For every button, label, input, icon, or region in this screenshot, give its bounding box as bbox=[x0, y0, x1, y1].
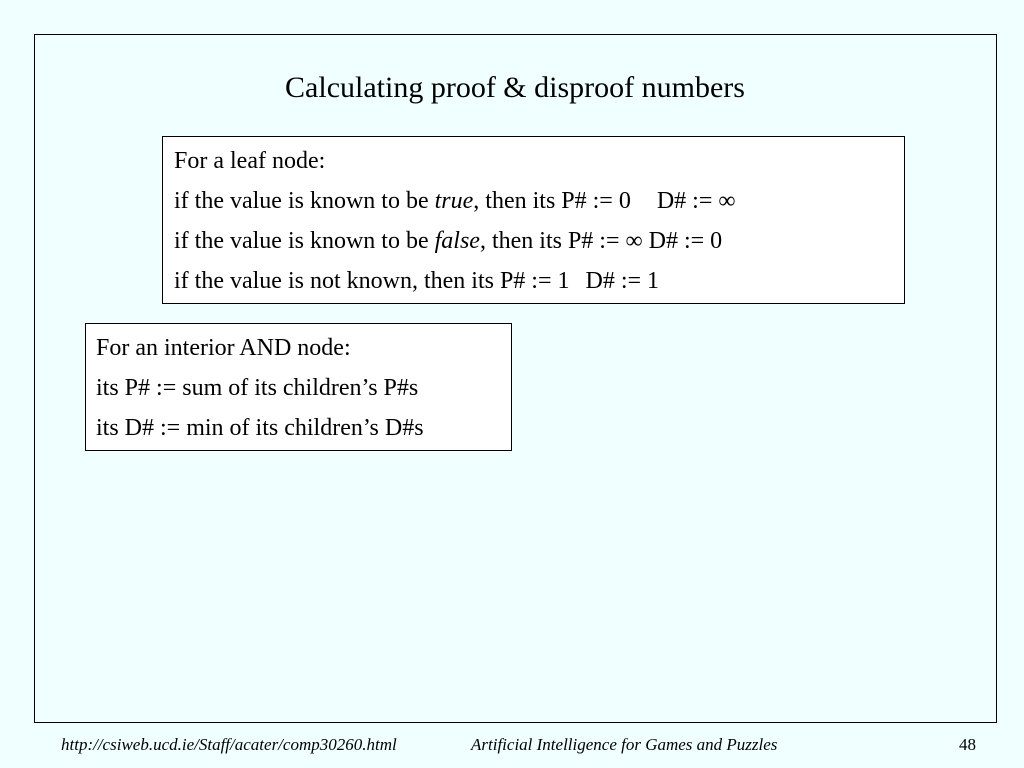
leaf-unknown-tail: D# := 1 bbox=[585, 268, 660, 294]
leaf-true-post: , then its P# := 0 bbox=[473, 188, 631, 214]
and-proof-line: its P# := sum of its children’s P#s bbox=[96, 375, 419, 401]
leaf-unknown-pre: if the value is not known, then its P# := 1 bbox=[174, 268, 570, 294]
and-heading: For an interior AND node: bbox=[96, 335, 351, 361]
and-disproof-line: its D# := min of its children’s D#s bbox=[96, 415, 424, 441]
and-node-box bbox=[85, 323, 512, 451]
leaf-node-box bbox=[162, 136, 905, 304]
leaf-true-line bbox=[174, 181, 904, 221]
footer-url: http://csiweb.ucd.ie/Staff/acater/comp30260.html bbox=[61, 735, 397, 754]
footer-page-number: 48 bbox=[959, 735, 976, 754]
leaf-true-em: true bbox=[434, 188, 474, 214]
leaf-true-tail: D# := ∞ bbox=[656, 188, 736, 214]
leaf-false-pre: if the value is known to be bbox=[174, 228, 435, 254]
leaf-heading: For a leaf node: bbox=[174, 148, 326, 174]
leaf-false-line bbox=[174, 221, 904, 261]
leaf-false-em: false bbox=[434, 228, 480, 254]
leaf-unknown-line bbox=[174, 261, 904, 301]
leaf-false-post: , then its P# := ∞ D# := 0 bbox=[479, 228, 723, 254]
slide-title: Calculating proof & disproof numbers bbox=[285, 71, 745, 104]
leaf-true-pre: if the value is known to be bbox=[174, 188, 435, 214]
slide-footer bbox=[0, 733, 1024, 757]
footer-course-title: Artificial Intelligence for Games and Puzzles bbox=[471, 735, 778, 754]
